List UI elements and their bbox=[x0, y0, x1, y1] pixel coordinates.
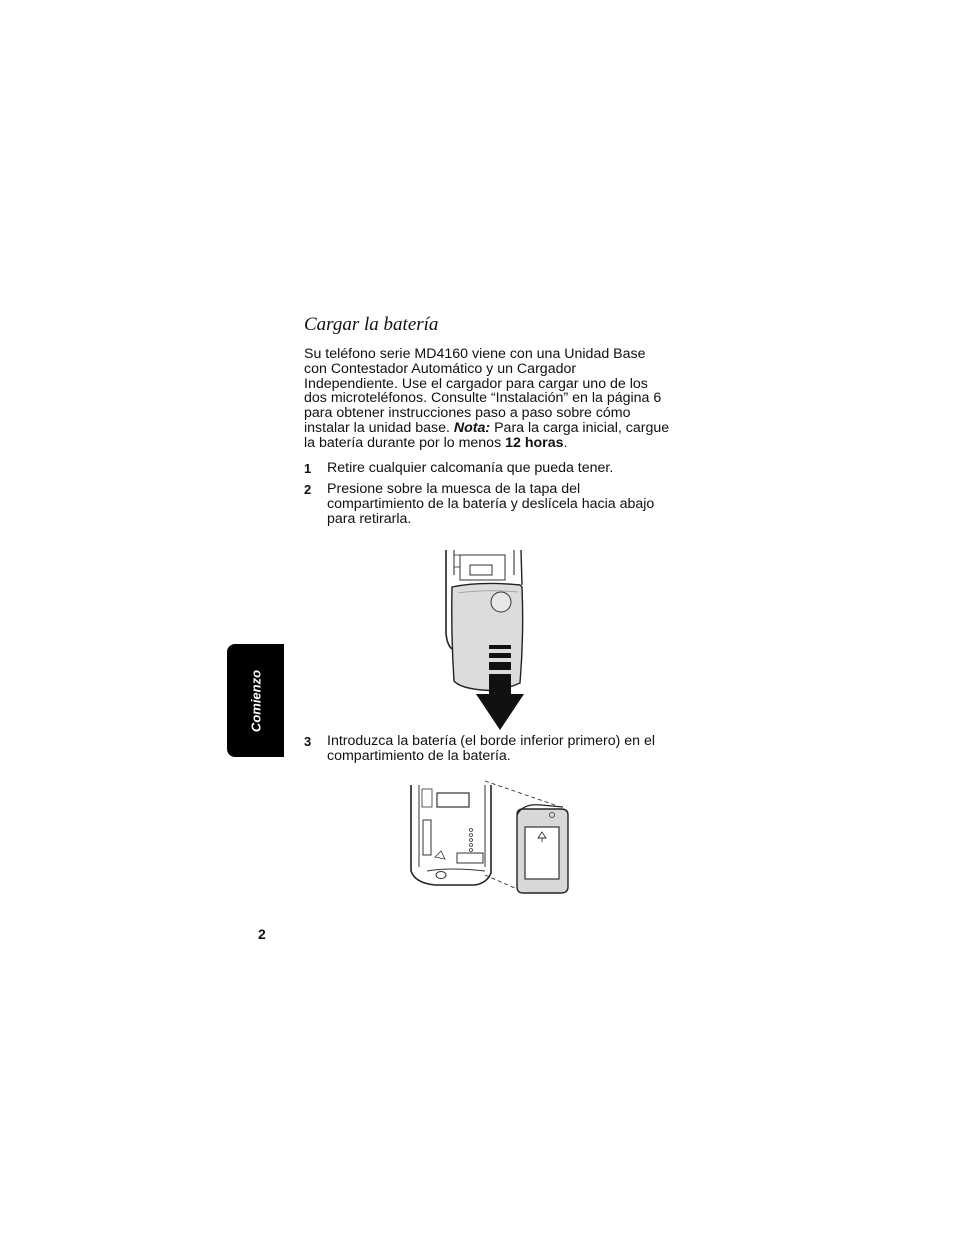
side-tab bbox=[227, 644, 284, 757]
charge-duration: 12 horas bbox=[505, 434, 564, 451]
intro-paragraph: Su teléfono serie MD4160 viene con una Unidad Base con Contestador Automático y un Cargador Independiente. Use el cargador para cargar uno de los dos microteléfonos. Consulte “Instalación” en la página 6 para obtener instrucciones paso a paso sobre cómo instalar la unidad base. Nota: Para la carga inicial, cargue la batería durante por lo menos 12 horas. bbox=[304, 346, 670, 451]
section-heading: Cargar la batería bbox=[304, 314, 439, 335]
step-number: 3 bbox=[304, 734, 312, 749]
step-text: Retire cualquier calcomanía que pueda tener. bbox=[327, 460, 614, 476]
battery-cover-removal-illustration bbox=[440, 545, 550, 735]
step-text: Introduzca la batería (el borde inferior primero) en el compartimiento de la batería. bbox=[327, 733, 656, 765]
battery-insertion-illustration bbox=[405, 775, 580, 900]
note-label: Nota: bbox=[453, 419, 491, 436]
step-number: 1 bbox=[304, 461, 312, 476]
intro-note-text: Para la carga inicial, cargue la batería durante por lo menos bbox=[304, 419, 670, 451]
page-number: 2 bbox=[258, 926, 266, 942]
step-number: 2 bbox=[304, 482, 312, 497]
step-text: Presione sobre la muesca de la tapa del compartimiento de la batería y deslícela hacia abajo para retirarla. bbox=[327, 481, 655, 528]
step-3 bbox=[304, 734, 670, 764]
side-tab-label: Comienzo bbox=[248, 669, 263, 732]
step-2 bbox=[304, 482, 670, 528]
intro-text: Su teléfono serie MD4160 viene con una Unidad Base con Contestador Automático y un Cargador Independiente. Use el cargador para cargar uno de los dos microteléfonos. Consulte “Instalación” en la página 6 para obtener instrucciones paso a paso sobre cómo instalar la unidad base. bbox=[304, 346, 662, 436]
step-1 bbox=[304, 461, 670, 476]
